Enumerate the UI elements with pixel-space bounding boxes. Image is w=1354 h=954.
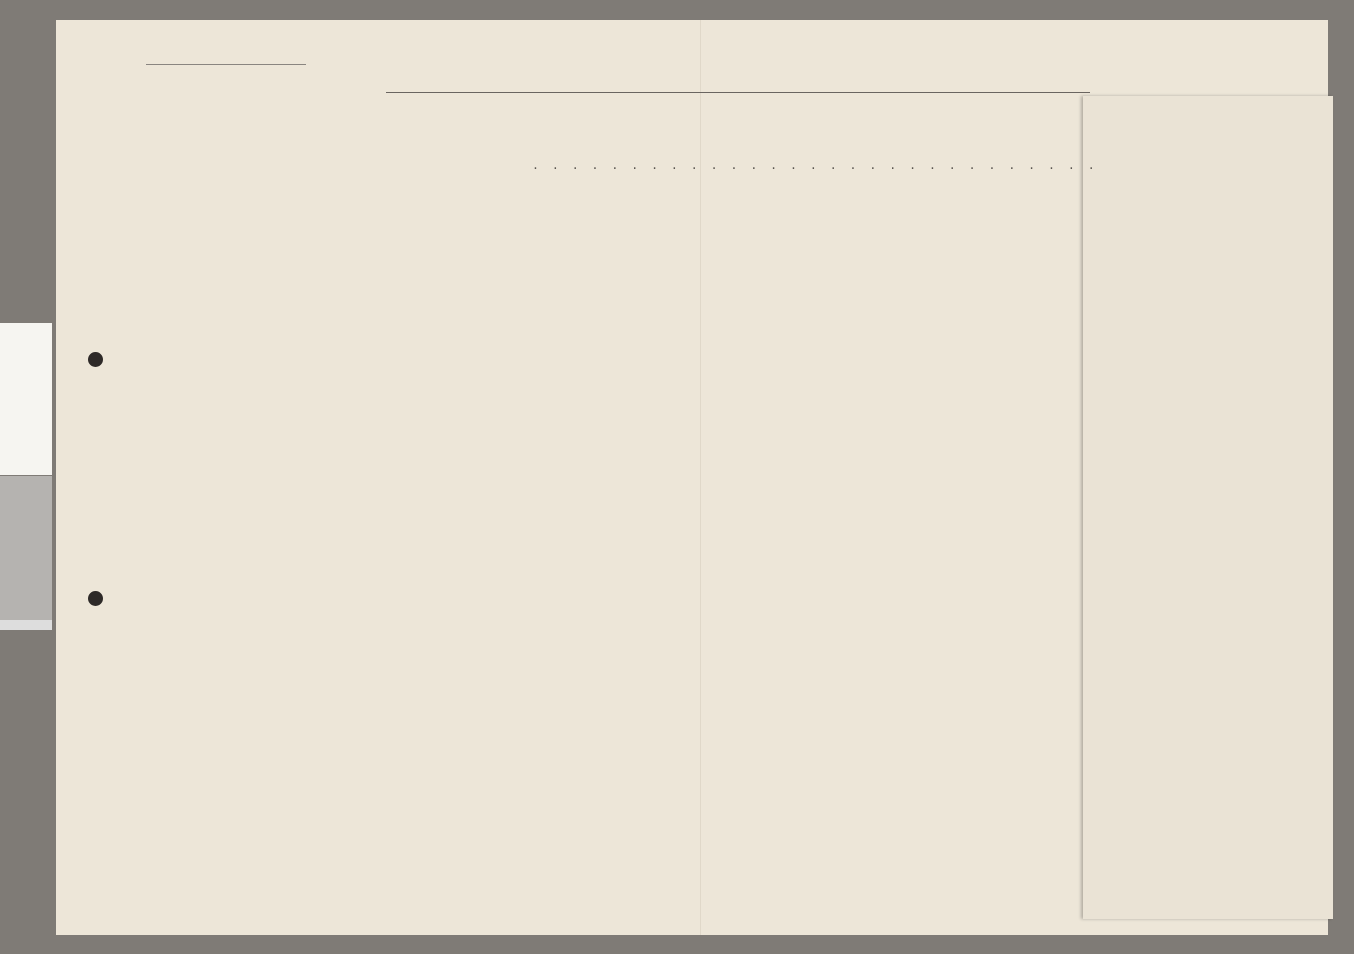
header-leader-dots: . . . . . . . . . . . . . . . . . . . . . . . . . . . . .	[532, 158, 1098, 172]
